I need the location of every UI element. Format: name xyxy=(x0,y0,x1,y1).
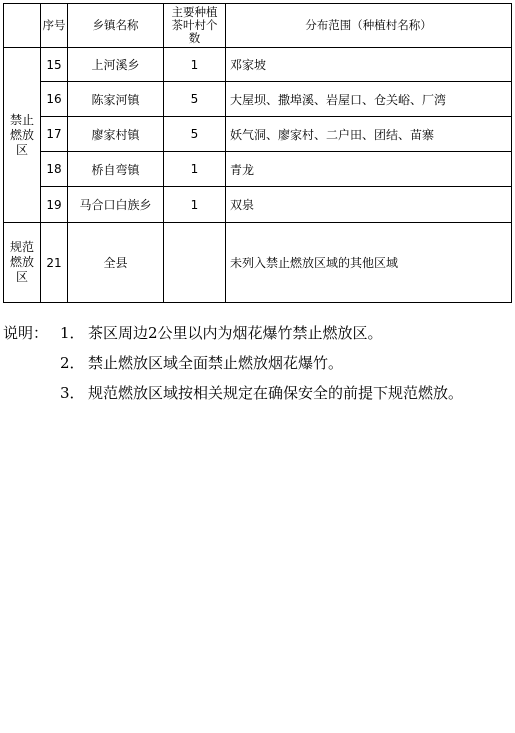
header-town: 乡镇名称 xyxy=(68,4,164,48)
seq-cell: 15 xyxy=(41,48,68,82)
town-cell: 陈家河镇 xyxy=(68,82,164,117)
tea-area-fireworks-table xyxy=(3,3,512,303)
town-cell: 全县 xyxy=(68,223,164,303)
seq-cell: 19 xyxy=(41,187,68,223)
area-cell: 未列入禁止燃放区域的其他区域 xyxy=(226,223,512,303)
note-item xyxy=(3,378,513,408)
seq-cell: 21 xyxy=(41,223,68,303)
notes-label: 说明： xyxy=(3,324,49,342)
count-cell: 1 xyxy=(164,48,226,82)
count-cell xyxy=(164,223,226,303)
town-cell: 桥自弯镇 xyxy=(68,152,164,187)
seq-cell: 18 xyxy=(41,152,68,187)
header-zone xyxy=(4,4,41,48)
header-count xyxy=(164,4,226,48)
table-row xyxy=(4,223,512,303)
table-row xyxy=(4,117,512,152)
zone-cell-regulated xyxy=(4,223,41,303)
note-text: 禁止燃放区域全面禁止燃放烟花爆竹。 xyxy=(88,354,344,372)
count-cell: 5 xyxy=(164,82,226,117)
zone-name: 禁止燃放区 xyxy=(9,112,34,157)
area-cell: 妖气洞、廖家村、二户田、团结、苗寨 xyxy=(226,117,512,152)
table-row xyxy=(4,48,512,82)
town-cell: 马合口白族乡 xyxy=(68,187,164,223)
note-number: 3． xyxy=(60,384,85,402)
note-item xyxy=(3,348,513,378)
header-seq-text: 序号 xyxy=(42,18,66,32)
count-cell: 5 xyxy=(164,117,226,152)
count-cell: 1 xyxy=(164,187,226,223)
note-text: 茶区周边2公里以内为烟花爆竹禁止燃放区。 xyxy=(88,324,383,342)
table-row xyxy=(4,82,512,117)
notes-section xyxy=(3,318,513,408)
zone-name: 规范燃放区 xyxy=(9,240,34,284)
area-cell: 双泉 xyxy=(226,187,512,223)
header-seq xyxy=(41,4,68,48)
note-number: 1． xyxy=(60,324,85,342)
note-text: 规范燃放区域按相关规定在确保安全的前提下规范燃放。 xyxy=(88,384,464,402)
header-area: 分布范围（种植村名称） xyxy=(226,4,512,48)
count-cell: 1 xyxy=(164,152,226,187)
area-cell: 大屋坝、撒埠溪、岩屋口、仓关峪、厂湾 xyxy=(226,82,512,117)
table-header-row xyxy=(4,4,512,48)
seq-cell: 16 xyxy=(41,82,68,117)
area-cell: 青龙 xyxy=(226,152,512,187)
area-cell: 邓家坡 xyxy=(226,48,512,82)
town-cell: 廖家村镇 xyxy=(68,117,164,152)
note-item xyxy=(3,318,513,348)
zone-cell-prohibited xyxy=(4,48,41,223)
table-row xyxy=(4,187,512,223)
town-cell: 上河溪乡 xyxy=(68,48,164,82)
table-row xyxy=(4,152,512,187)
note-number: 2． xyxy=(60,354,85,372)
header-count-text: 主要种植茶叶村个数 xyxy=(171,5,218,45)
seq-cell: 17 xyxy=(41,117,68,152)
